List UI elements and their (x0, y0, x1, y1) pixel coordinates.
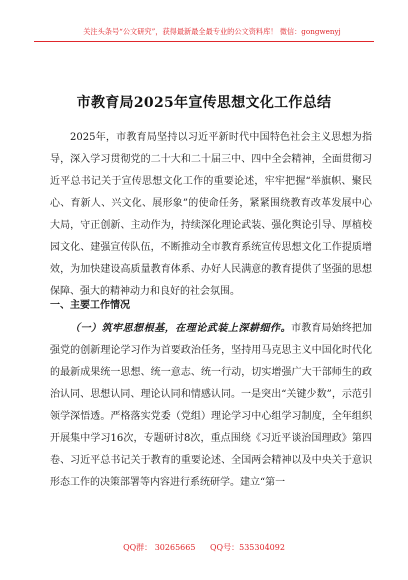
item1-block (50, 318, 372, 494)
item1-subhead: （一）筑牢思想根基，在理论武装上深耕细作。 (70, 323, 292, 334)
section-heading: 一、主要工作情况 (50, 300, 130, 311)
footer-qq: QQ号：535304092 (210, 543, 285, 552)
header-divider (34, 41, 374, 42)
footer-contact (0, 542, 408, 553)
intro-paragraph: 2025年，市教育局坚持以习近平新时代中国特色社会主义思想为指导，深入学习贯彻党的二十大和二十届三中、四中全会精神，全面贯彻习近平总书记关于宣传思想文化工作的重要论述，牢牢把握“举旗帜、聚民心、育新人、兴文化、展形象”的使命任务，紧紧围绕教育改革发展中心大局，守正创新、主动作为，持续深化理论武装、强化舆论引导、厚植校园文化、建强宣传队伍，不断推动全市教育系统宣传思想文化工作提质增效，为加快建设高质量教育体系、办好人民满意的教育提供了坚强的思想保障、强大的精神动力和良好的社会氛围。 (50, 132, 372, 297)
footer-qq-group: QQ群： 30265665 (123, 543, 196, 552)
document-title: 市教育局2025年宣传思想文化工作总结 (76, 95, 332, 111)
item1-body: 市教育局始终把加强党的创新理论学习作为首要政治任务，坚持用马克思主义中国化时代化的最新成果统一思想、统一意志、统一行动，切实增强广大干部师生的政治认同、思想认同、理论认同和情感认同。一是突出“关键少数”，示范引领学深悟透。严格落实党委（党组）理论学习中心组学习制度，全年组织开展集中学习16次，专题研讨8次，重点围绕《习近平谈治国理政》第四卷、习近平总书记关于教育的重要论述、全国两会精神以及中央关于意识形态工作的决策部署等内容进行系统研学。建立“第一 (50, 323, 373, 488)
header-notice: 关注头条号“公文研究”，获得最新最全最专业的公文资料库！ 微信：gongwenyj (83, 27, 341, 36)
intro-block (50, 127, 372, 303)
item1-paragraph (50, 318, 372, 494)
